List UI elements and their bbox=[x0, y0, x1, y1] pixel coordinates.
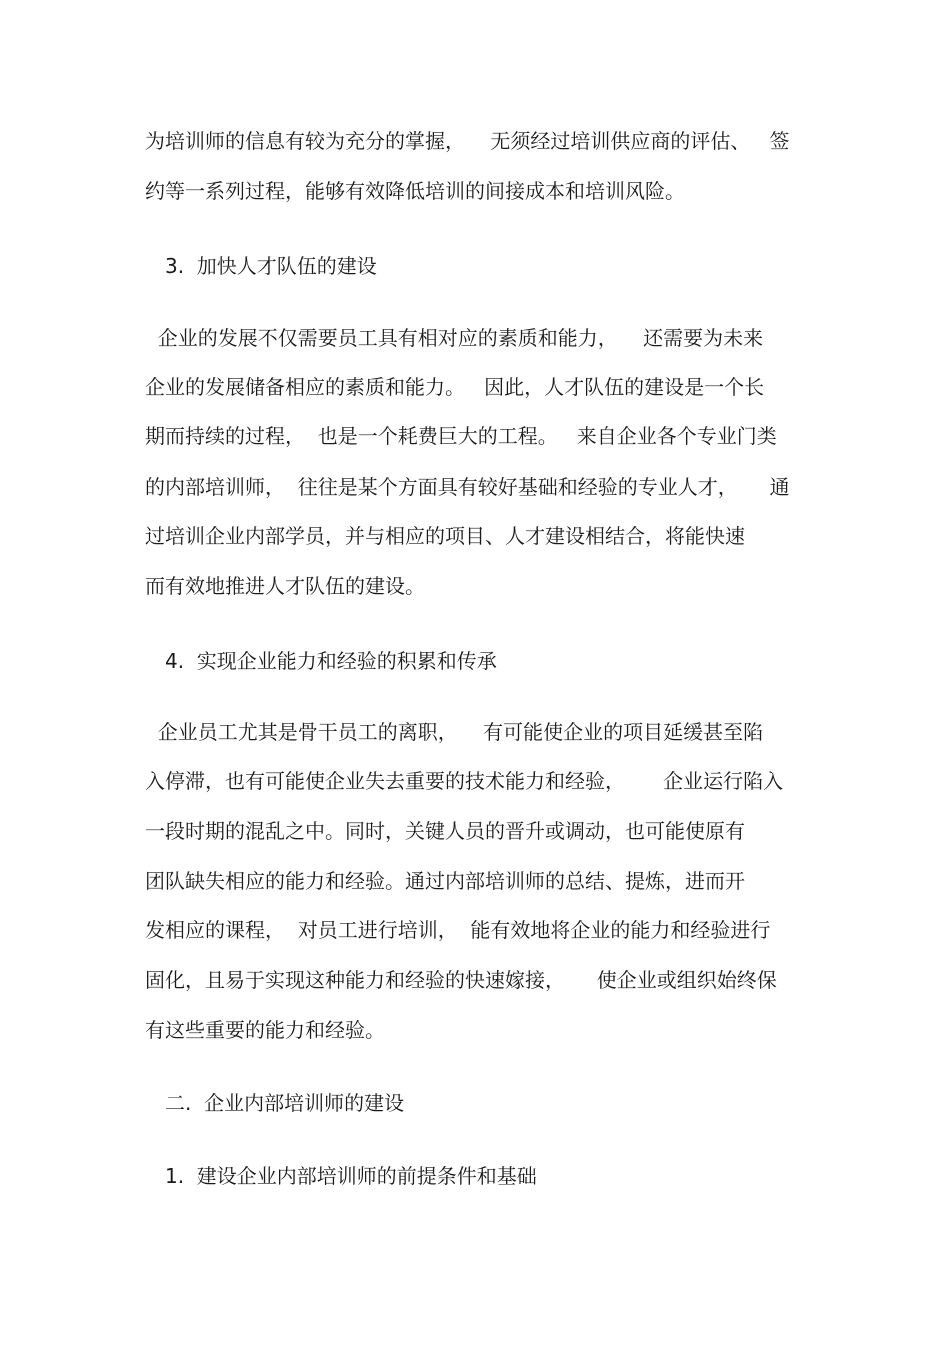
body-text-line: 入停滞，也有可能使企业失去重要的技术能力和经验， 企业运行陷入 bbox=[145, 769, 784, 793]
body-text-line: 企业的发展储备相应的素质和能力。 因此，人才队伍的建设是一个长 bbox=[145, 375, 765, 399]
body-text-line: 团队缺失相应的能力和经验。通过内部培训师的总结、提炼，进而开 bbox=[145, 869, 745, 893]
body-text-line: 期而持续的过程， 也是一个耗费巨大的工程。 来自企业各个专业门类 bbox=[145, 424, 777, 448]
body-text-line: 固化，且易于实现这种能力和经验的快速嫁接， 使企业或组织始终保 bbox=[145, 968, 777, 992]
section-heading: 4. 实现企业能力和经验的积累和传承 bbox=[165, 649, 497, 673]
section-heading: 3. 加快人才队伍的建设 bbox=[165, 254, 377, 278]
body-text-line: 企业员工尤其是骨干员工的离职， 有可能使企业的项目延缓甚至陷 bbox=[145, 720, 764, 744]
body-text-line: 过培训企业内部学员，并与相应的项目、人才建设相结合，将能快速 bbox=[145, 524, 745, 548]
chapter-heading: 二. 企业内部培训师的建设 bbox=[165, 1091, 405, 1115]
body-text-line: 而有效地推进人才队伍的建设。 bbox=[145, 574, 425, 598]
body-text-line: 企业的发展不仅需要员工具有相对应的素质和能力， 还需要为未来 bbox=[145, 326, 764, 350]
body-text-line: 为培训师的信息有较为充分的掌握， 无须经过培训供应商的评估、 签 bbox=[145, 129, 790, 153]
section-heading: 1. 建设企业内部培训师的前提条件和基础 bbox=[165, 1164, 537, 1188]
body-text-line: 有这些重要的能力和经验。 bbox=[145, 1018, 385, 1042]
body-text-line: 发相应的课程， 对员工进行培训， 能有效地将企业的能力和经验进行 bbox=[145, 918, 771, 942]
body-text-line: 一段时期的混乱之中。同时，关键人员的晋升或调动，也可能使原有 bbox=[145, 819, 745, 843]
body-text-line: 约等一系列过程，能够有效降低培训的间接成本和培训风险。 bbox=[145, 179, 685, 203]
body-text-line: 的内部培训师， 往往是某个方面具有较好基础和经验的专业人才， 通 bbox=[145, 475, 790, 499]
